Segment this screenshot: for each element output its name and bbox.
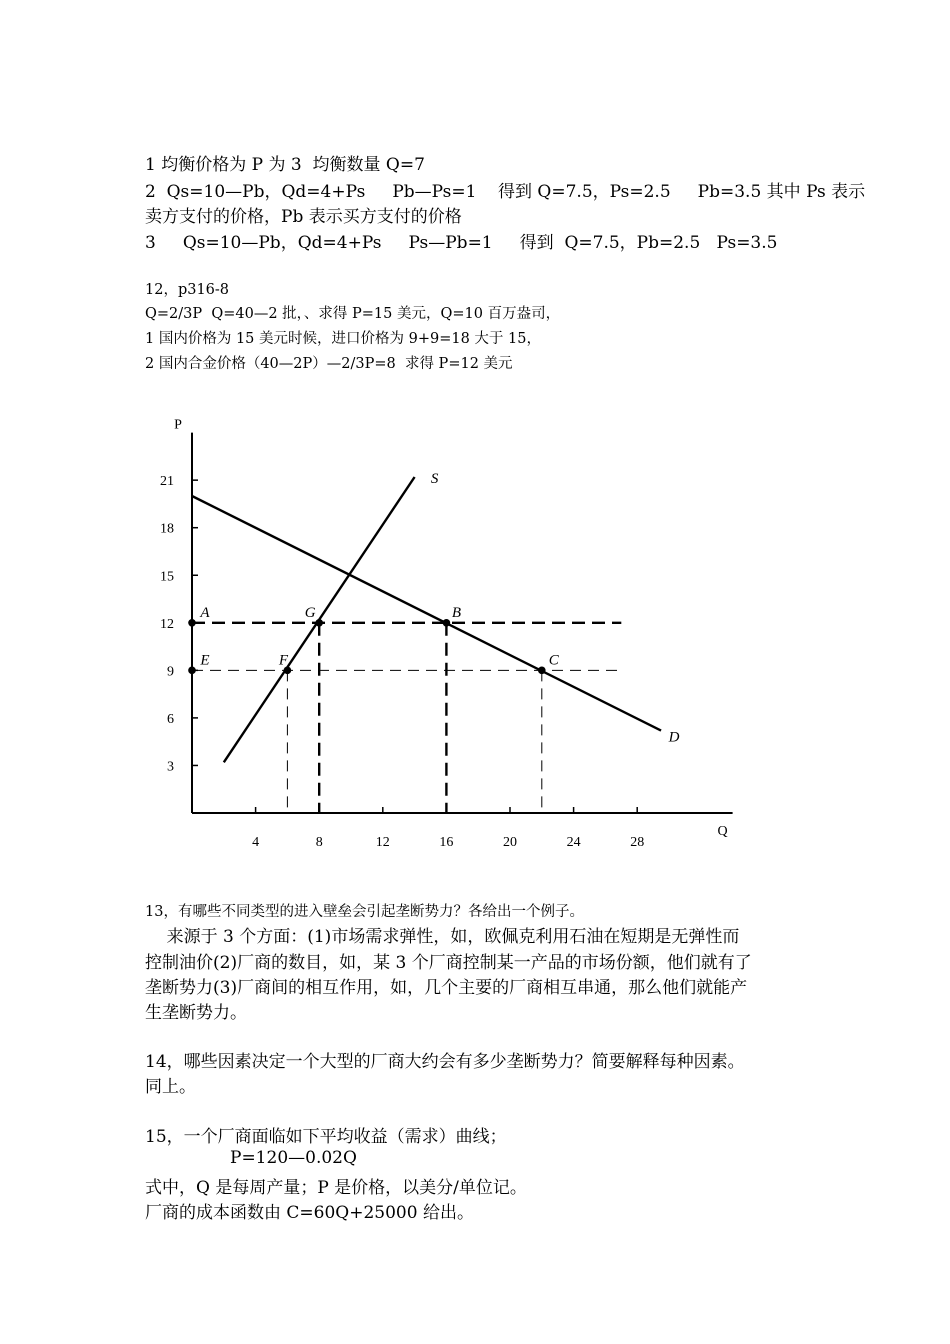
q12-heading: 12，p316-8 xyxy=(145,282,230,298)
point-A xyxy=(188,619,196,627)
q14-answer: 同上。 xyxy=(145,1077,196,1097)
q13-answer-4: 生垄断势力。 xyxy=(145,1003,247,1023)
supply-label: S xyxy=(430,470,439,487)
answer-3: 3 Qs=10—Pb，Qd=4+Ps Ps—Pb=1 得到 Q=7.5，Pb=2.5 Ps=3.5 xyxy=(145,233,778,253)
answer-2: 2 Qs=10—Pb，Qd=4+Ps Pb—Ps=1 得到 Q=7.5，Ps=2.5 Pb=3.5 其中 Ps 表示 xyxy=(145,182,866,202)
point-E xyxy=(188,667,196,675)
y-tick-label: 15 xyxy=(160,569,174,585)
q13-answer-2: 控制油价(2)厂商的数目，如，某 3 个厂商控制某一产品的市场份额，他们就有了 xyxy=(145,953,752,973)
q15-formula: P=120—0.02Q xyxy=(230,1148,357,1168)
point-label-E: E xyxy=(200,652,210,669)
q12-part-2: 2 国内合金价格（40—2P）—2/3P=8 求得 P=12 美元 xyxy=(145,356,513,372)
q13-answer-3: 垄断势力(3)厂商间的相互作用，如，几个主要的厂商相互串通，那么他们就能产 xyxy=(145,978,748,998)
point-label-A: A xyxy=(200,604,210,621)
x-axis-label: Q xyxy=(717,824,728,839)
x-tick-label: 24 xyxy=(566,835,581,850)
y-tick-label: 6 xyxy=(167,711,174,727)
demand-curve xyxy=(192,496,661,731)
y-axis-label: P xyxy=(174,417,182,433)
point-B xyxy=(443,619,451,627)
point-G xyxy=(315,619,323,627)
q12-part-1: 1 国内价格为 15 美元时候，进口价格为 9+9=18 大于 15， xyxy=(145,331,541,347)
point-label-F: F xyxy=(278,652,288,669)
q13-question: 13，有哪些不同类型的进入壁垒会引起垄断势力？各给出一个例子。 xyxy=(145,904,584,920)
x-tick-label: 12 xyxy=(375,835,390,850)
q13-answer-1: 来源于 3 个方面：(1)市场需求弹性，如，欧佩克利用石油在短期是无弹性而 xyxy=(145,927,740,947)
point-label-B: B xyxy=(451,604,461,621)
supply-demand-chart xyxy=(140,398,760,858)
answer-1: 1 均衡价格为 P 为 3 均衡数量 Q=7 xyxy=(145,155,425,175)
x-tick-label: 8 xyxy=(315,835,323,850)
y-tick-label: 18 xyxy=(160,521,174,537)
point-label-G: G xyxy=(304,604,316,621)
y-tick-label: 12 xyxy=(160,616,174,632)
point-C xyxy=(538,667,546,675)
x-tick-label: 16 xyxy=(439,835,454,850)
point-label-C: C xyxy=(548,652,559,669)
q12-solution: Q=2/3P Q=40—2 批，、求得 P=15 美元，Q=10 百万盎司， xyxy=(145,306,561,322)
y-tick-label: 21 xyxy=(160,474,174,490)
x-tick-label: 20 xyxy=(503,835,517,850)
q14-question: 14，哪些因素决定一个大型的厂商大约会有多少垄断势力？简要解释每种因素。 xyxy=(145,1052,745,1072)
y-tick-label: 3 xyxy=(167,759,174,775)
q15-definition: 式中，Q 是每周产量；P 是价格，以美分/单位记。 xyxy=(145,1178,527,1198)
q15-cost-function: 厂商的成本函数由 C=60Q+25000 给出。 xyxy=(145,1203,474,1223)
y-tick-label: 9 xyxy=(167,664,174,680)
x-tick-label: 28 xyxy=(630,835,645,850)
q15-question: 15，一个厂商面临如下平均收益（需求）曲线； xyxy=(145,1127,507,1147)
x-tick-label: 4 xyxy=(252,835,260,850)
answer-2-cont: 卖方支付的价格，Pb 表示买方支付的价格 xyxy=(145,207,462,227)
demand-label: D xyxy=(668,729,680,746)
